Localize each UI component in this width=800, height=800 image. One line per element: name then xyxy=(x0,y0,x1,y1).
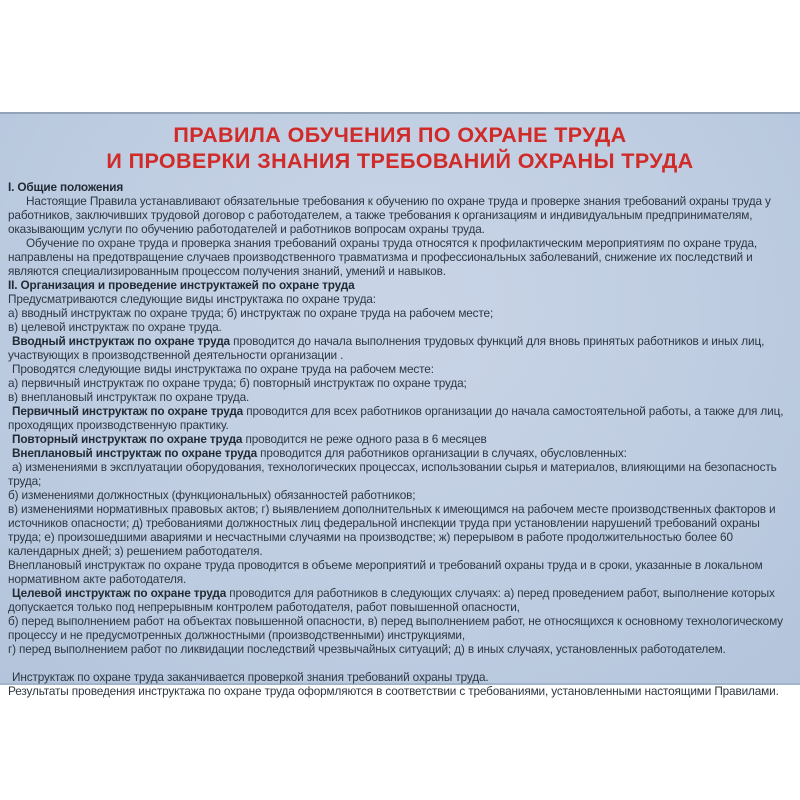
paragraph: Инструктаж по охране труда заканчивается проверкой знания требований охраны труда. xyxy=(12,670,489,684)
poster-title-line-2: И ПРОВЕРКИ ЗНАНИЯ ТРЕБОВАНИЙ ОХРАНЫ ТРУДА xyxy=(106,149,694,173)
list-item: в) целевой инструктаж по охране труда. xyxy=(8,320,222,334)
poster-title xyxy=(0,114,800,174)
safety-rules-poster xyxy=(0,112,800,698)
list-item: г) перед выполнением работ по ликвидации последствий чрезвычайных ситуаций; д) в иных случаях, установленных работодателем. xyxy=(8,642,726,656)
paragraph: Предусматриваются следующие виды инструктажа по охране труда: xyxy=(8,292,376,306)
paragraph-povtorny: Повторный инструктаж по охране труда проводится не реже одного раза в 6 месяцев xyxy=(12,432,487,446)
list-item: б) перед выполнением работ на объектах повышенной опасности, в) перед выполнением работ, не относящихся к основному технологическому процессу и не предусмотренных должностными (производственными) инструкциями, xyxy=(8,614,783,642)
paragraph: Проводятся следующие виды инструктажа по охране труда на рабочем месте: xyxy=(12,362,434,376)
poster-body xyxy=(0,174,800,698)
paragraph-vvodny: Вводный инструктаж по охране труда проводится до начала выполнения трудовых функций для вновь принятых работников и иных лиц, участвующих в производственной деятельности организации . xyxy=(8,334,765,362)
poster-title-line-1: ПРАВИЛА ОБУЧЕНИЯ ПО ОХРАНЕ ТРУДА xyxy=(173,123,627,147)
list-item: а) изменениями в эксплуатации оборудования, технологических процессах, использовании сырья и материалов, влияющими на безопасность труда; xyxy=(8,460,777,488)
section-heading-2: II. Организация и проведение инструктажей по охране труда xyxy=(8,278,355,292)
paragraph-tselevoy: Целевой инструктаж по охране труда проводится для работников в следующих случаях: а) перед проведением работ, выполнение которых допускается только под непрерывным контролем работодателя, работ повышенной опасности, xyxy=(8,586,775,614)
paragraph-gap xyxy=(8,656,792,670)
list-item: в) изменениями нормативных правовых актов; г) выявлением дополнительных к имеющимся на рабочем месте производственных факторов и источников опасности; д) требованиями должностных лиц федеральной инспекции труда при установлении нарушений требований охраны труда; е) произошедшими авариями и несчастными случаями на производстве; ж) перерывом в работе продолжительностью более 60 календарных дней; з) решением работодателя. xyxy=(8,502,776,558)
paragraph-pervichny: Первичный инструктаж по охране труда проводится для всех работников организации до начала самостоятельной работы, а также для лиц, проходящих производственную практику. xyxy=(8,404,784,432)
section-heading-1: I. Общие положения xyxy=(8,180,124,194)
paragraph: Настоящие Правила устанавливают обязательные требования к обучению по охране труда и проверке знания требований охраны труда у работников, заключивших трудовой договор с работодателем, а также требования к организациям и индивидуальным предпринимателям, оказывающим услуги по обучению работодателей и работников вопросам охраны труда. xyxy=(8,194,771,236)
paragraph: Обучение по охране труда и проверка знания требований охраны труда относятся к профилактическим мероприятиям по охране труда, направлены на предотвращение случаев производственного травматизма и профессиональных заболеваний, снижение их последствий и являются специализированным процессом получения знаний, умений и навыков. xyxy=(8,236,758,278)
list-item: а) вводный инструктаж по охране труда; б) инструктаж по охране труда на рабочем месте; xyxy=(8,306,494,320)
list-item: а) первичный инструктаж по охране труда; б) повторный инструктаж по охране труда; xyxy=(8,376,467,390)
list-item: в) внеплановый инструктаж по охране труда. xyxy=(8,390,250,404)
paragraph: Результаты проведения инструктажа по охране труда оформляются в соответствии с требованиями, установленными настоящими Правилами. xyxy=(8,684,779,698)
list-item: б) изменениями должностных (функциональных) обязанностей работников; xyxy=(8,488,416,502)
paragraph: Внеплановый инструктаж по охране труда проводится в объеме мероприятий и требований охраны труда и в сроки, указанные в локальном нормативном акте работодателя. xyxy=(8,558,763,586)
paragraph-vneplanovy: Внеплановый инструктаж по охране труда проводится для работников организации в случаях, обусловленных: xyxy=(12,446,627,460)
